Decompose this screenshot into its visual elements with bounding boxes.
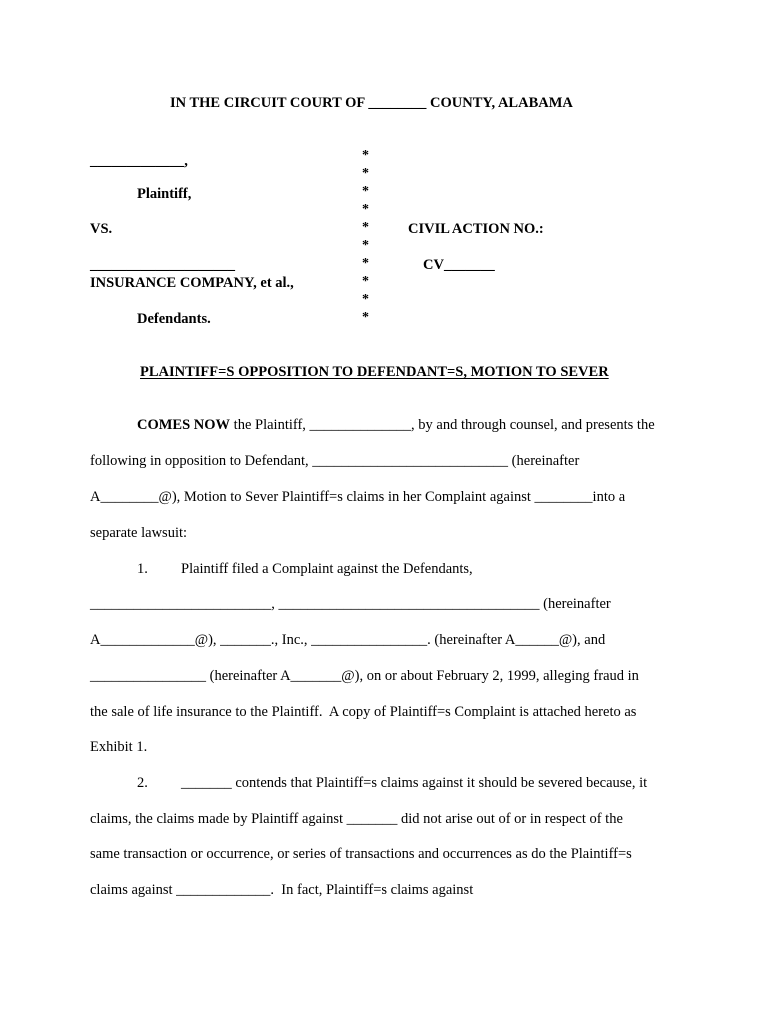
para-1-line-3: A_____________@), _______., Inc., ________________. (hereinafter A______@), and [90,632,606,648]
document-title: PLAINTIFF=S OPPOSITION TO DEFENDANT=S, MOTION TO SEVER [140,364,609,380]
separator-star: * [362,292,369,307]
intro-line-1 [137,416,655,434]
separator-star: * [362,274,369,289]
separator-star: * [362,148,369,163]
defendant-name-blank: ____________________ [90,257,235,273]
para-1-line-2: _________________________, ____________________________________ (hereinafter [90,596,611,612]
para-1-line-4: ________________ (hereinafter A_______@), on or about February 2, 1999, alleging fraud in [90,668,639,684]
defendants-label: Defendants. [137,311,211,327]
intro-line-2: following in opposition to Defendant, ___________________________ (hereinafter [90,453,580,469]
separator-star: * [362,202,369,217]
plaintiff-name-blank: _____________, [90,153,188,169]
para-2-line-4: claims against _____________. In fact, Plaintiff=s claims against [90,882,474,898]
comes-now-phrase: COMES NOW [137,417,231,433]
court-heading: IN THE CIRCUIT COURT OF ________ COUNTY, ALABAMA [170,95,573,111]
separator-star: * [362,310,369,325]
separator-star: * [362,238,369,253]
para-2-line-3: same transaction or occurrence, or series of transactions and occurrences as do the Plaintiff=s [90,846,632,862]
para-2-number: 2. [137,775,148,791]
civil-action-label: CIVIL ACTION NO.: [408,221,544,237]
separator-star: * [362,220,369,235]
insurance-company-label: INSURANCE COMPANY, et al., [90,275,294,291]
para-1-line-1: Plaintiff filed a Complaint against the Defendants, [181,561,473,577]
para-2-line-1: _______ contends that Plaintiff=s claims against it should be severed because, it [181,775,648,791]
para-1-number: 1. [137,561,148,577]
intro-line-3: A________@), Motion to Sever Plaintiff=s claims in her Complaint against ________into a [90,489,626,505]
para-2-line-2: claims, the claims made by Plaintiff against _______ did not arise out of or in respect of the [90,811,623,827]
intro-line-4: separate lawsuit: [90,525,188,541]
para-1-line-6: Exhibit 1. [90,739,148,755]
separator-star: * [362,166,369,181]
separator-star: * [362,184,369,199]
para-1-line-5: the sale of life insurance to the Plaintiff. A copy of Plaintiff=s Complaint is attached hereto as [90,704,637,720]
cv-number: CV_______ [423,257,495,273]
plaintiff-label: Plaintiff, [137,186,192,202]
separator-star: * [362,256,369,271]
versus-label: VS. [90,221,113,237]
intro-line-1-text: the Plaintiff, ______________, by and through counsel, and presents the [230,417,655,433]
